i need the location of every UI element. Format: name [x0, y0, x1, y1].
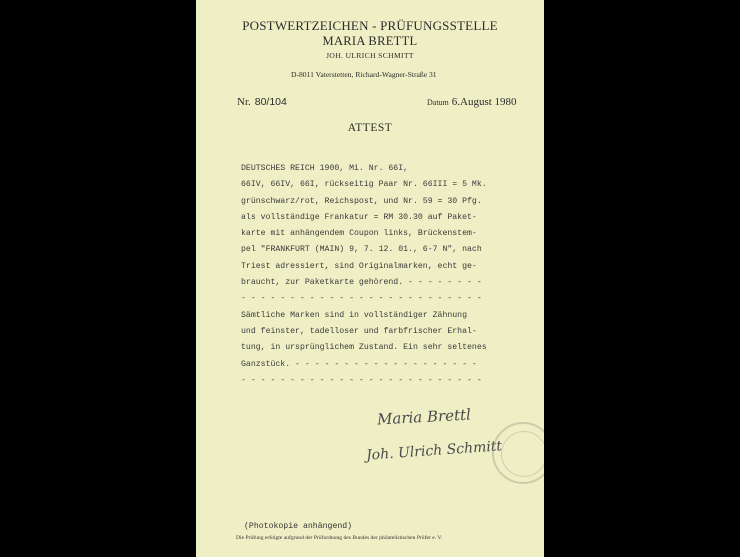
body-line: 66IV, 66IV, 66I, rückseitig Paar Nr. 66III = 5 Mk. [241, 180, 487, 190]
letterhead-title: POSTWERTZEICHEN - PRÜFUNGSSTELLE [242, 18, 498, 33]
number-label: Nr. [237, 96, 251, 108]
photocopy-note: (Photokopie anhängend) [244, 522, 353, 531]
document-title: ATTEST [347, 122, 393, 134]
body-line: und feinster, tadelloser und farbfrischer Erhal- [241, 326, 477, 336]
body-line: Sämtliche Marken sind in vollständiger Zähnung [241, 310, 468, 320]
date-label: Datum [427, 98, 449, 107]
number-value: 80/104 [254, 96, 287, 108]
body-line: pel "FRANKFURT (MAIN) 9, 7. 12. 01., 6-7 N", nach [241, 245, 482, 255]
body-line: grünschwarz/rot, Reichspost, und Nr. 59 = 30 Pfg. [241, 196, 482, 206]
attest-body [241, 161, 541, 389]
legal-footnote: Die Prüfung erfolgte aufgrund der Prüfordnung des Bundes der philatelistischen Prüfer e. V. [236, 535, 443, 541]
body-line: Ganzstück. - - - - - - - - - - - - - - - - - - - [241, 359, 477, 369]
body-line: DEUTSCHES REICH 1900, Mi. Nr. 66I, [241, 164, 409, 173]
body-line: - - - - - - - - - - - - - - - - - - - - - - - - - [241, 294, 482, 304]
certificate-sheet [196, 0, 544, 557]
signature-ulrich-schmitt: Joh. Ulrich Schmitt [365, 438, 503, 464]
body-line: - - - - - - - - - - - - - - - - - - - - - - - - - [241, 375, 482, 385]
letterhead-subname: JOH. ULRICH SCHMITT [326, 51, 414, 60]
letterhead-address: D-8011 Vaterstetten, Richard-Wagner-Straße 31 [291, 70, 437, 79]
body-line: braucht, zur Paketkarte gehörend. - - - - - - - - [241, 278, 482, 288]
signature-maria-brettl: Maria Brettl [376, 405, 472, 429]
certificate-date [427, 96, 517, 108]
date-value: 6.August 1980 [451, 96, 517, 108]
letterhead-name: MARIA BRETTL [322, 34, 418, 48]
body-line: Triest adressiert, sind Originalmarken, echt ge- [241, 261, 477, 271]
body-line: als vollständige Frankatur = RM 30.30 auf Paket- [241, 212, 477, 222]
body-line: karte mit anhängendem Coupon links, Brückenstem- [241, 229, 477, 239]
body-line: tung, in ursprünglichem Zustand. Ein sehr seltenes [241, 343, 487, 353]
certificate-number [237, 96, 287, 108]
embossed-seal-icon [492, 422, 544, 484]
